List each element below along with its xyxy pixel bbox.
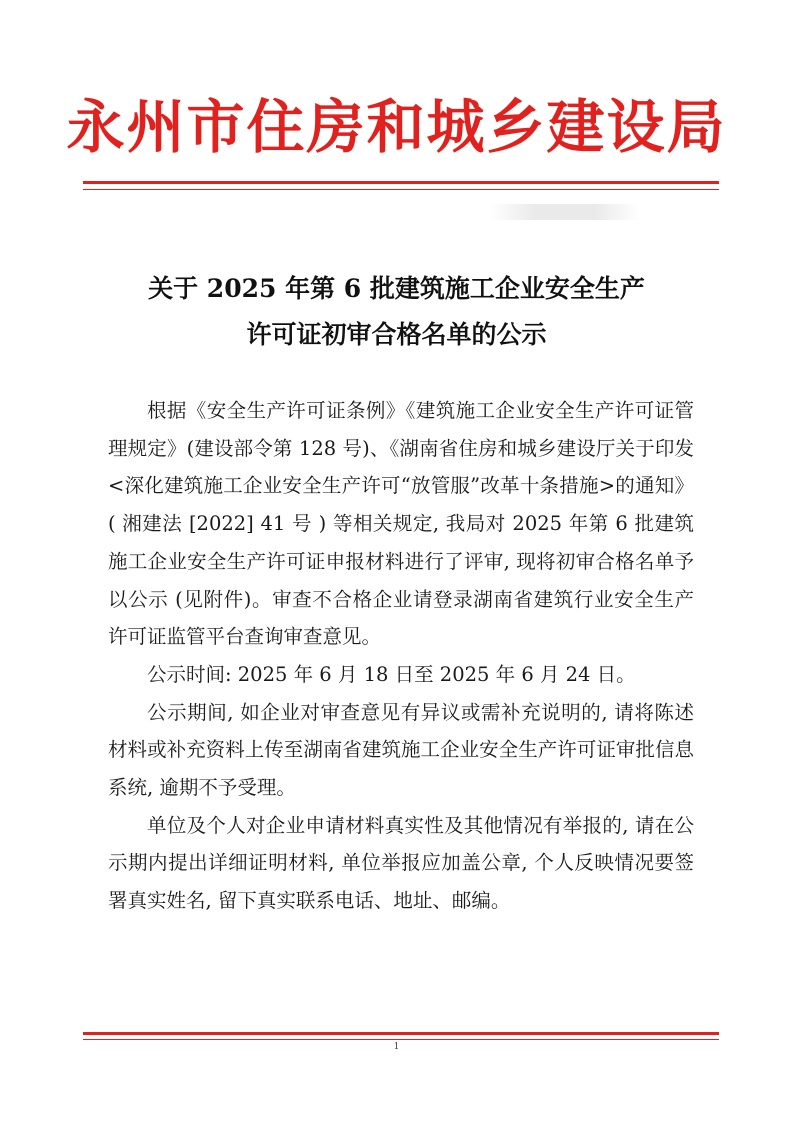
- header-divider-thick: [83, 181, 719, 184]
- organization-header: 永州市住房和城乡建设局: [66, 93, 727, 161]
- footer-divider-thick: [83, 1032, 719, 1035]
- document-title: [0, 266, 793, 358]
- footer-divider-thin: [83, 1039, 719, 1040]
- header-divider-thin: [83, 189, 719, 190]
- document-body: [108, 392, 694, 920]
- paragraph-report: 单位及个人对企业申请材料真实性及其他情况有举报的, 请在公示期内提出详细证明材料, 单位举报应加盖公章, 个人反映情况要签署真实姓名, 留下真实联系电话、地址、邮编。: [108, 813, 694, 913]
- paragraph-basis: 根据《安全生产许可证条例》《建筑施工企业安全生产许可证管理规定》(建设部令第 128 号)、《湖南省住房和城乡建设厅关于印发<深化建筑施工企业安全生产许可“放管服”改革十条措施>的通知》( 湘建法 [2022] 41 号 ) 等相关规定, 我局对 2025 年第 6 批建筑施工企业安全生产许可证申报材料进行了评审, 现将初审合格名单予以公示 (见附件)。审查不合格企业请登录湖南省建筑行业安全生产许可证监管平台查询审查意见。: [108, 399, 694, 649]
- title-line-1: 关于 2025 年第 6 批建筑施工企业安全生产: [148, 274, 645, 303]
- paragraph-publicity-period: 公示时间: 2025 年 6 月 18 日至 2025 年 6 月 24 日。: [147, 662, 636, 686]
- faint-stamp-mark: [490, 204, 640, 220]
- paragraph-objection: 公示期间, 如企业对审查意见有异议或需补充说明的, 请将陈述材料或补充资料上传至湖南省建筑施工企业安全生产许可证审批信息系统, 逾期不予受理。: [108, 700, 694, 800]
- page-number: 1: [393, 1042, 400, 1052]
- title-line-2: 许可证初审合格名单的公示: [246, 320, 547, 349]
